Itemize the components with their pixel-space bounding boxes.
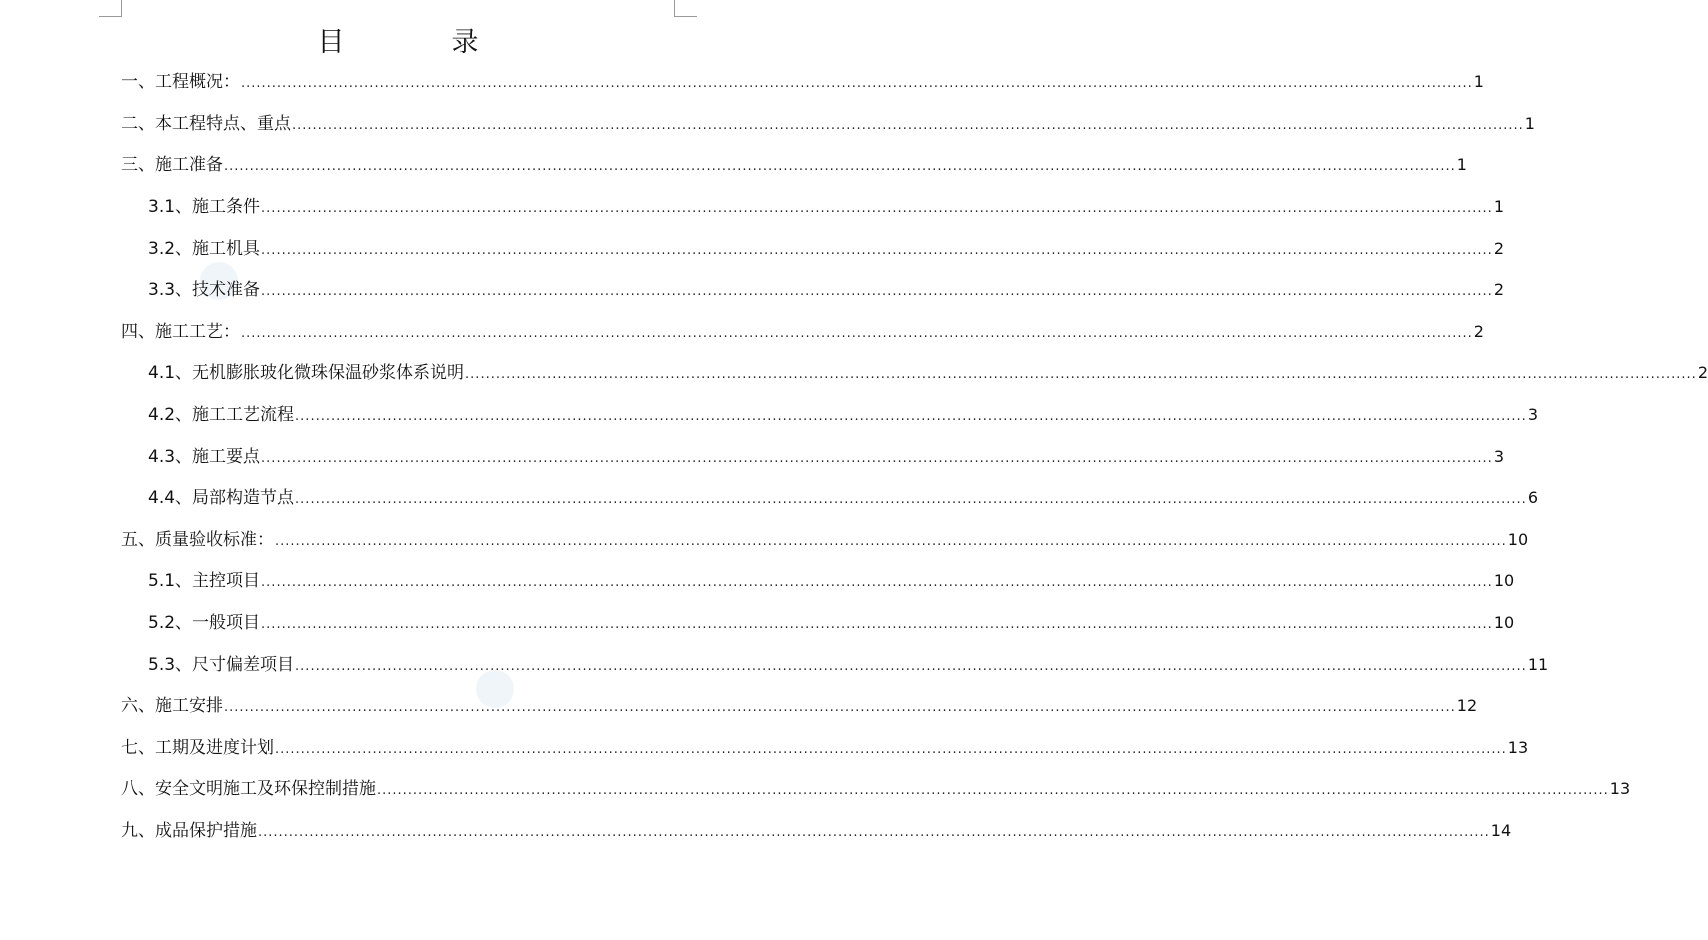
dot-leader: ................................................................................................................................................................................................................................................	[465, 367, 1697, 382]
dot-leader: ................................................................................................................................................................................................................................................	[292, 118, 1524, 133]
dot-leader: ................................................................................................................................................................................................................................................	[261, 451, 1493, 466]
toc-subentry[interactable]	[148, 610, 1515, 636]
toc-subentry[interactable]	[148, 444, 1504, 470]
toc-entry-page: 12	[1456, 696, 1478, 715]
toc-entry-label: 5.1、主控项目	[148, 571, 261, 591]
toc-entry-label: 五、质量验收标准：	[121, 530, 274, 550]
toc-entry-label: 3.1、施工条件	[148, 197, 261, 217]
dot-leader: ................................................................................................................................................................................................................................................	[224, 159, 1456, 174]
toc-entry-label: 三、施工准备	[121, 155, 223, 175]
toc-subentry[interactable]	[148, 485, 1538, 511]
toc-entry[interactable]	[121, 776, 1631, 802]
dot-leader: ................................................................................................................................................................................................................................................	[295, 409, 1527, 424]
toc-entry-label: 九、成品保护措施	[121, 821, 257, 841]
toc-entry-label: 4.3、施工要点	[148, 447, 261, 467]
page-corner-mark-top-left	[99, 0, 122, 17]
toc-entry-page: 10	[1507, 530, 1529, 549]
toc-entry-page: 3	[1493, 447, 1504, 466]
toc-entry-page: 10	[1493, 613, 1515, 632]
toc-entry-label: 八、安全文明施工及环保控制措施	[121, 779, 376, 799]
toc-subentry[interactable]	[148, 402, 1538, 428]
toc-entry-label: 二、本工程特点、重点	[121, 114, 291, 134]
toc-entry-page: 14	[1490, 821, 1512, 840]
dot-leader: ................................................................................................................................................................................................................................................	[295, 492, 1527, 507]
dot-leader: ................................................................................................................................................................................................................................................	[224, 700, 1456, 715]
dot-leader: ................................................................................................................................................................................................................................................	[275, 534, 1507, 549]
toc-entry[interactable]	[121, 111, 1535, 137]
toc-entry[interactable]	[121, 735, 1529, 761]
dot-leader: ................................................................................................................................................................................................................................................	[241, 326, 1473, 341]
dot-leader: ................................................................................................................................................................................................................................................	[261, 617, 1493, 632]
toc-entry-label: 5.3、尺寸偏差项目	[148, 655, 295, 675]
dot-leader: ................................................................................................................................................................................................................................................	[241, 76, 1473, 91]
dot-leader: ................................................................................................................................................................................................................................................	[258, 825, 1490, 840]
toc-subentry[interactable]	[148, 236, 1504, 262]
toc-entry-page: 1	[1493, 197, 1504, 216]
dot-leader: ................................................................................................................................................................................................................................................	[275, 742, 1507, 757]
toc-entry-page: 1	[1524, 114, 1535, 133]
toc-entry-label: 四、施工工艺：	[121, 322, 240, 342]
toc-entry-label: 3.2、施工机具	[148, 239, 261, 259]
toc-entry[interactable]	[121, 69, 1484, 95]
toc-entry-page: 1	[1473, 72, 1484, 91]
toc-subentry[interactable]	[148, 194, 1504, 220]
toc-entry[interactable]	[121, 152, 1467, 178]
toc-entry-page: 2	[1493, 280, 1504, 299]
toc-subentry[interactable]	[148, 360, 1708, 386]
toc-subentry[interactable]	[148, 568, 1515, 594]
toc-entry-page: 1	[1456, 155, 1467, 174]
toc-entry-page: 13	[1507, 738, 1529, 757]
toc-entry-label: 4.2、施工工艺流程	[148, 405, 295, 425]
toc-entry-page: 6	[1527, 488, 1538, 507]
page-title: 目 录	[317, 27, 519, 58]
toc-entry[interactable]	[121, 527, 1529, 553]
dot-leader: ................................................................................................................................................................................................................................................	[295, 659, 1527, 674]
dot-leader: ................................................................................................................................................................................................................................................	[261, 243, 1493, 258]
toc-entry-label: 4.4、局部构造节点	[148, 488, 295, 508]
dot-leader: ................................................................................................................................................................................................................................................	[261, 284, 1493, 299]
toc-entry-page: 13	[1609, 779, 1631, 798]
toc-entry-label: 3.3、技术准备	[148, 280, 261, 300]
toc-entry-label: 七、工期及进度计划	[121, 738, 274, 758]
dot-leader: ................................................................................................................................................................................................................................................	[261, 575, 1493, 590]
dot-leader: ................................................................................................................................................................................................................................................	[377, 783, 1609, 798]
toc-entry-page: 3	[1527, 405, 1538, 424]
toc-entry[interactable]	[121, 818, 1512, 844]
toc-entry-label: 六、施工安排	[121, 696, 223, 716]
toc-subentry[interactable]	[148, 277, 1504, 303]
toc-subentry[interactable]	[148, 652, 1549, 678]
toc-entry-page: 2	[1697, 363, 1708, 382]
toc-entry-label: 5.2、一般项目	[148, 613, 261, 633]
toc-entry-page: 2	[1493, 239, 1504, 258]
toc-entry-label: 4.1、无机膨胀玻化微珠保温砂浆体系说明	[148, 363, 465, 383]
toc-entry-page: 10	[1493, 571, 1515, 590]
toc-entry-page: 2	[1473, 322, 1484, 341]
page-corner-mark-top-right	[674, 0, 697, 17]
dot-leader: ................................................................................................................................................................................................................................................	[261, 201, 1493, 216]
toc-entry-page: 11	[1527, 655, 1549, 674]
toc-entry[interactable]	[121, 693, 1478, 719]
toc-entry-label: 一、工程概况：	[121, 72, 240, 92]
toc-entry[interactable]	[121, 319, 1484, 345]
